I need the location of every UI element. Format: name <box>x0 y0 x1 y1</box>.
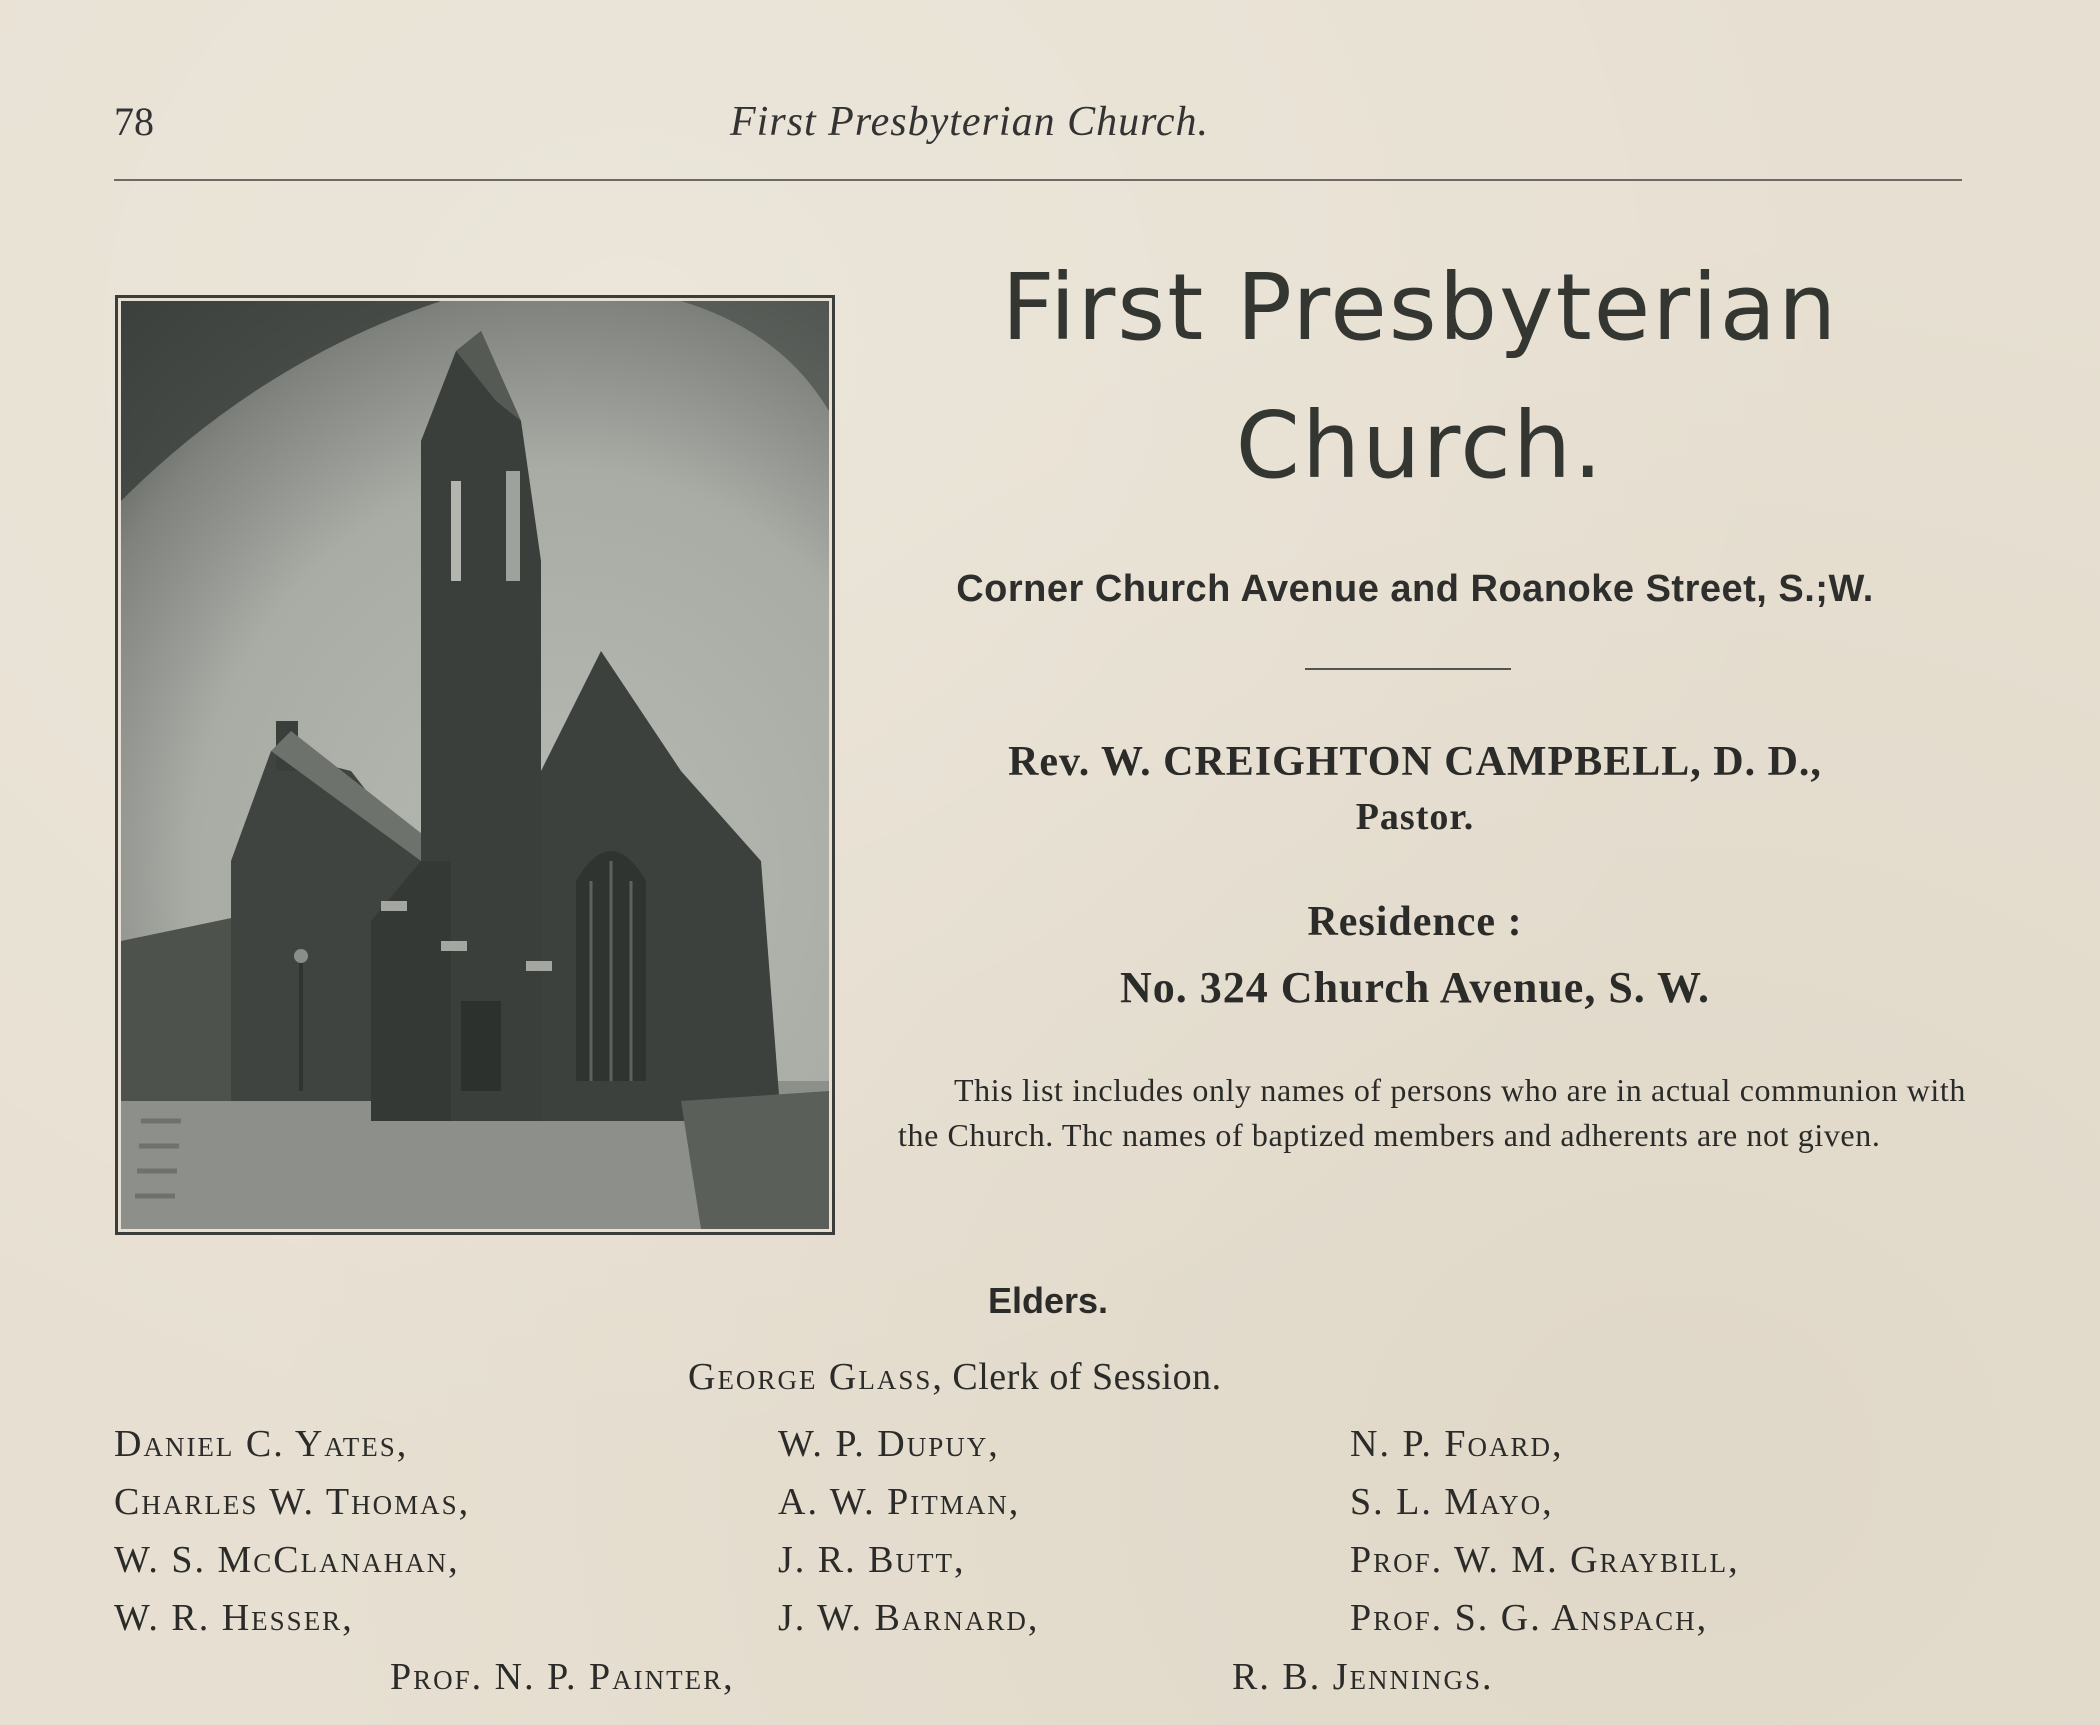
clerk-role: , Clerk of Session. <box>932 1356 1222 1398</box>
elder-name: W. S. McClanahan, <box>114 1539 460 1581</box>
residence-label: Residence : <box>1307 899 1523 945</box>
page-number: 78 <box>114 99 154 144</box>
church-photo <box>121 301 829 1229</box>
church-title-line-1: First Presbyterian <box>1001 254 1839 361</box>
elder-name: J. W. Barnard, <box>778 1597 1040 1639</box>
elder-name: Charles W. Thomas, <box>114 1481 471 1523</box>
clerk-of-session <box>688 1355 1222 1399</box>
elder-name: Prof. N. P. Painter, <box>390 1656 735 1698</box>
elder-name: Prof. S. G. Anspach, <box>1350 1597 1709 1639</box>
membership-note: This list includes only names of persons who are in actual communion with the Church. Thc names of baptized members and adherents are not given. <box>898 1072 1966 1153</box>
pastor-name: Rev. W. CREIGHTON CAMPBELL, D. D., <box>1008 739 1822 785</box>
clerk-name: George Glass <box>688 1356 933 1398</box>
residence-address: No. 324 Church Avenue, S. W. <box>1120 963 1710 1012</box>
elders-heading-text: Elders. <box>987 1280 1109 1321</box>
elders-heading <box>0 1280 2100 1322</box>
header-rule <box>114 179 1962 181</box>
elder-name: Prof. W. M. Graybill, <box>1350 1539 1740 1581</box>
elder-name: R. B. Jennings. <box>1232 1656 1494 1698</box>
pastor-title: Pastor. <box>1355 796 1475 838</box>
elder-name: S. L. Mayo, <box>1350 1481 1554 1523</box>
church-address: Corner Church Avenue and Roanoke Street, S.;W. <box>956 568 1874 610</box>
elder-name: J. R. Butt, <box>778 1539 966 1581</box>
church-building-icon <box>121 301 829 1229</box>
church-photo-frame <box>115 295 835 1235</box>
elder-name: W. P. Dupuy, <box>778 1423 1000 1465</box>
church-title-line-2: Church. <box>1235 392 1605 499</box>
section-divider <box>1305 668 1511 670</box>
running-title: First Presbyterian Church. <box>730 99 1210 145</box>
elder-name: N. P. Foard, <box>1350 1423 1564 1465</box>
elder-name: A. W. Pitman, <box>778 1481 1021 1523</box>
elder-name: W. R. Hesser, <box>114 1597 354 1639</box>
elder-name: Daniel C. Yates, <box>114 1423 409 1465</box>
